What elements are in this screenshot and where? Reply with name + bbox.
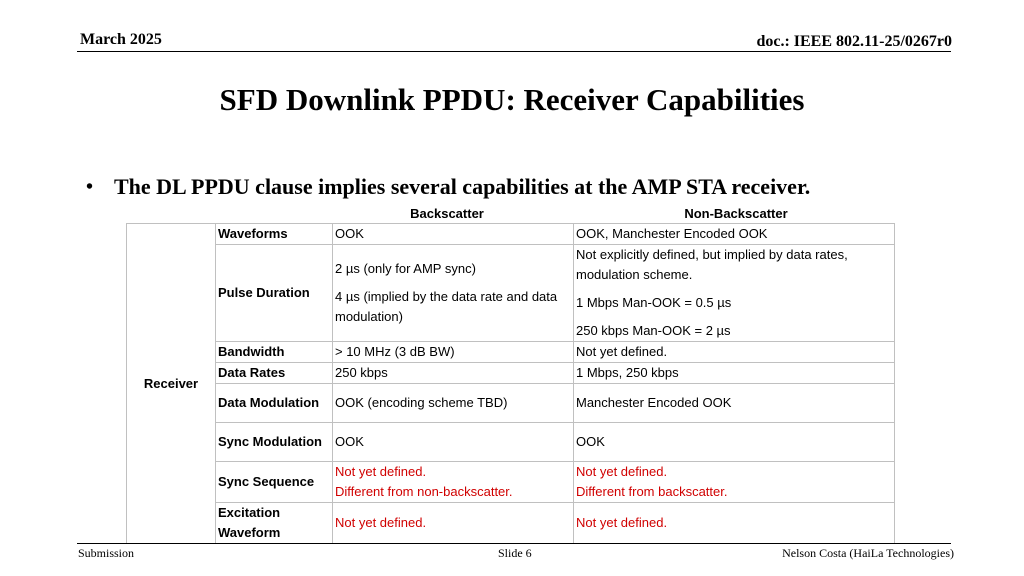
pulse-back-line-1: 2 µs (only for AMP sync): [335, 261, 476, 276]
header-doc-id: doc.: IEEE 802.11-25/0267r0: [756, 33, 952, 50]
row-label-bandwidth: Bandwidth: [216, 342, 333, 363]
sync-seq-back-line-2: Different from non-backscatter.: [335, 484, 513, 499]
column-header-non-backscatter: Non-Backscatter: [684, 206, 788, 221]
cell-sync-sequence-backscatter: [333, 462, 574, 503]
pulse-nonback-line-1: Not explicitly defined, but implied by data rates, modulation scheme.: [576, 247, 848, 282]
cell-waveforms-backscatter: OOK: [333, 224, 574, 245]
footer-slide-number: Slide 6: [498, 546, 532, 560]
table-row: [127, 384, 895, 423]
cell-pulse-non-backscatter: [574, 245, 895, 342]
slide-title: SFD Downlink PPDU: Receiver Capabilities: [219, 82, 805, 117]
header-date: March 2025: [80, 31, 162, 48]
row-label-data-modulation: Data Modulation: [216, 384, 333, 423]
pulse-nonback-line-3: 250 kbps Man-OOK = 2 µs: [576, 323, 731, 338]
column-header-backscatter: Backscatter: [410, 206, 484, 221]
cell-data-modulation-backscatter: OOK (encoding scheme TBD): [333, 384, 574, 423]
pulse-back-line-2: 4 µs (implied by the data rate and data modulation): [335, 289, 558, 324]
row-label-pulse-duration: Pulse Duration: [216, 245, 333, 342]
cell-bandwidth-backscatter: > 10 MHz (3 dB BW): [333, 342, 574, 363]
footer-divider: [77, 543, 951, 544]
sync-seq-nonback-line-2: Different from backscatter.: [576, 484, 728, 499]
cell-waveforms-non-backscatter: OOK, Manchester Encoded OOK: [574, 224, 895, 245]
cell-sync-modulation-backscatter: OOK: [333, 423, 574, 462]
bullet-point: [86, 174, 810, 200]
table-row: [127, 342, 895, 363]
bullet-text: The DL PPDU clause implies several capabilities at the AMP STA receiver.: [114, 174, 811, 199]
row-label-excitation-waveform: [216, 503, 333, 544]
cell-sync-sequence-non-backscatter: [574, 462, 895, 503]
cell-data-rates-non-backscatter: 1 Mbps, 250 kbps: [574, 363, 895, 384]
excitation-label-line-1: Excitation: [218, 505, 281, 520]
cell-data-rates-backscatter: 250 kbps: [333, 363, 574, 384]
row-label-waveforms: Waveforms: [216, 224, 333, 245]
sync-seq-back-line-1: Not yet defined.: [335, 464, 427, 479]
row-label-sync-sequence: Sync Sequence: [216, 462, 333, 503]
table-row: [127, 423, 895, 462]
cell-excitation-non-backscatter: Not yet defined.: [574, 503, 895, 544]
row-label-sync-modulation: Sync Modulation: [216, 423, 333, 462]
cell-data-modulation-non-backscatter: Manchester Encoded OOK: [574, 384, 895, 423]
sync-seq-nonback-line-1: Not yet defined.: [576, 464, 668, 479]
bullet-icon: •: [86, 176, 94, 198]
row-label-data-rates: Data Rates: [216, 363, 333, 384]
excitation-label-line-2: Waveform: [218, 525, 281, 540]
cell-pulse-backscatter: [333, 245, 574, 342]
cell-excitation-backscatter: Not yet defined.: [333, 503, 574, 544]
pulse-nonback-line-2: 1 Mbps Man-OOK = 0.5 µs: [576, 295, 732, 310]
table-row: [127, 503, 895, 544]
cell-bandwidth-non-backscatter: Not yet defined.: [574, 342, 895, 363]
receiver-group-label: Receiver: [127, 224, 216, 544]
footer-author: Nelson Costa (HaiLa Technologies): [782, 546, 954, 560]
receiver-capabilities-table: [126, 223, 895, 544]
header-divider: [77, 51, 951, 52]
table-row: [127, 245, 895, 342]
cell-sync-modulation-non-backscatter: OOK: [574, 423, 895, 462]
footer-submission: Submission: [78, 546, 135, 560]
table-row: [127, 462, 895, 503]
table-row: [127, 363, 895, 384]
table-row: [127, 224, 895, 245]
